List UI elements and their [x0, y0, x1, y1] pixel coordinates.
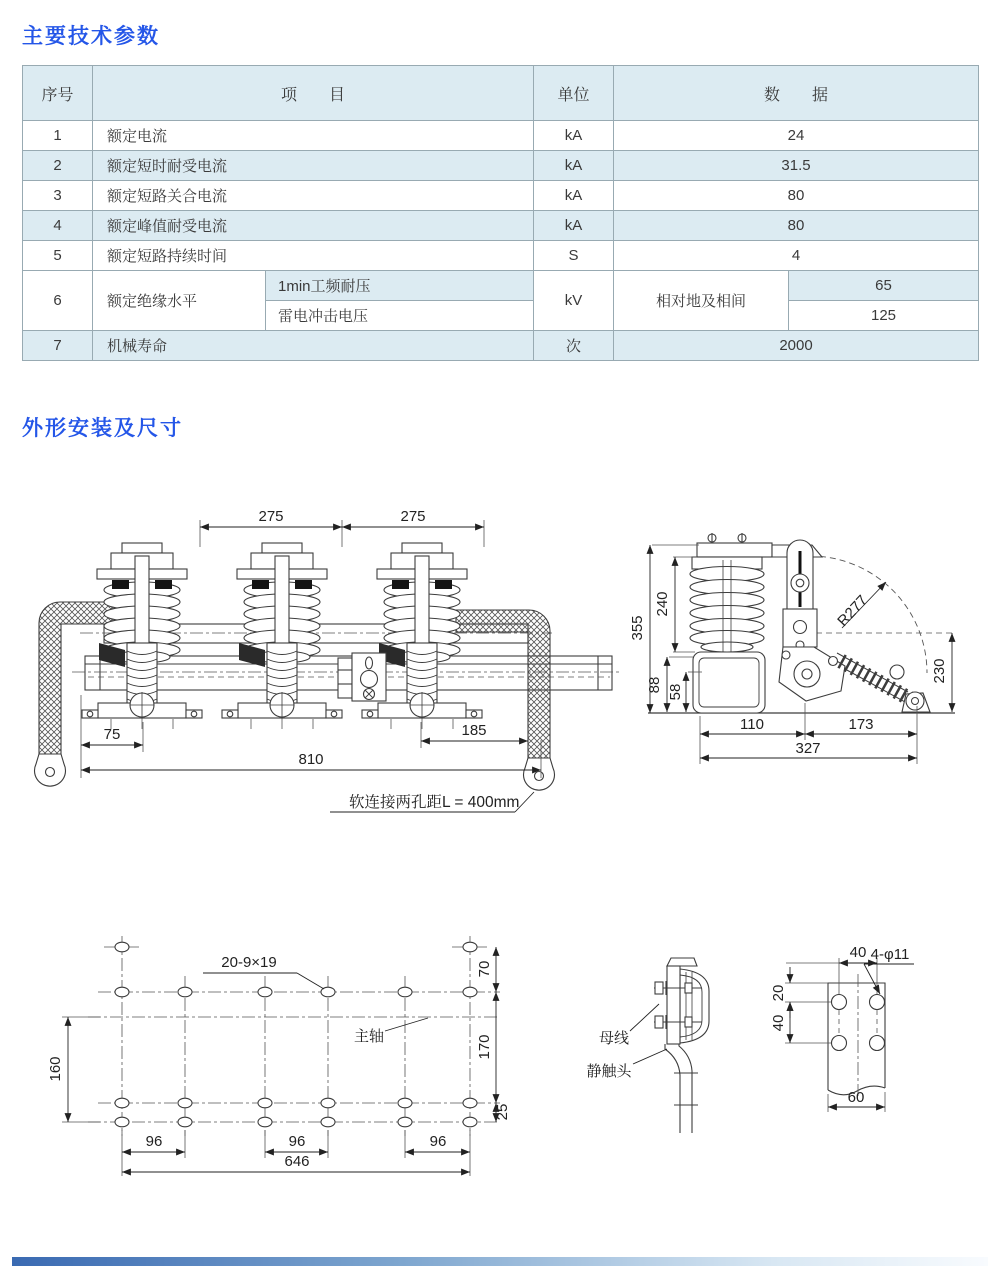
dim-240: 240	[654, 591, 671, 617]
plate-detail-drawing	[770, 944, 914, 1112]
dim-160: 160	[47, 1056, 64, 1082]
front-view-drawing	[35, 508, 623, 812]
cell-unit: kA	[534, 211, 614, 241]
header-unit: 单位	[534, 66, 614, 121]
dim-185: 185	[461, 722, 487, 739]
dim-40-top: 40	[849, 944, 867, 961]
dim-110: 110	[740, 716, 764, 733]
cell-no: 7	[23, 331, 93, 361]
label-four-holes: 4-φ11	[870, 946, 910, 963]
footer-accent-bar	[12, 1257, 988, 1266]
dim-275-left: 275	[258, 508, 284, 525]
dim-25: 25	[494, 1103, 511, 1121]
cell-value-125: 125	[789, 301, 979, 331]
dim-96-2: 96	[288, 1133, 306, 1150]
cell-data: 2000	[614, 331, 979, 361]
cell-unit: 次	[534, 331, 614, 361]
cell-no: 4	[23, 211, 93, 241]
side-view-drawing	[629, 533, 955, 764]
cell-data: 31.5	[614, 151, 979, 181]
cell-item: 额定短时耐受电流	[93, 151, 534, 181]
section-title-dimensions: 外形安装及尺寸	[22, 417, 183, 440]
cell-subitem-lightning: 雷电冲击电压	[266, 301, 534, 331]
header-no: 序号	[23, 66, 93, 121]
cell-value-65: 65	[789, 271, 979, 301]
cell-no: 6	[23, 271, 93, 331]
dim-88: 88	[646, 676, 663, 694]
label-slot-holes: 20-9×19	[221, 954, 277, 971]
dim-173: 173	[848, 716, 874, 733]
cell-unit: kA	[534, 181, 614, 211]
dim-170: 170	[476, 1034, 493, 1060]
dim-58: 58	[667, 683, 684, 701]
cell-unit: S	[534, 241, 614, 271]
dim-96-1: 96	[145, 1133, 163, 1150]
dim-230: 230	[931, 658, 948, 684]
cell-item: 额定峰值耐受电流	[93, 211, 534, 241]
dim-40-left: 40	[770, 1014, 787, 1032]
label-static-contact: 静触头	[586, 1063, 632, 1080]
label-busbar: 母线	[598, 1030, 630, 1047]
cell-item: 额定短路持续时间	[93, 241, 534, 271]
dim-646: 646	[284, 1153, 310, 1170]
cell-data: 4	[614, 241, 979, 271]
cell-subitem-power-freq: 1min工频耐压	[266, 271, 534, 301]
hole-pattern-drawing	[47, 936, 511, 1176]
header-item: 项 目	[93, 66, 534, 121]
dim-70: 70	[476, 960, 493, 978]
dim-327: 327	[795, 740, 821, 757]
cell-item: 机械寿命	[93, 331, 534, 361]
cell-item: 额定电流	[93, 121, 534, 151]
cell-no: 3	[23, 181, 93, 211]
header-data: 数 据	[614, 66, 979, 121]
cell-no: 2	[23, 151, 93, 181]
cell-data: 24	[614, 121, 979, 151]
dim-810: 810	[298, 751, 324, 768]
dim-275-right: 275	[400, 508, 426, 525]
dim-20: 20	[770, 984, 787, 1002]
cell-no: 5	[23, 241, 93, 271]
dim-radius-r277: R277	[834, 592, 872, 630]
contact-detail-drawing	[586, 958, 709, 1133]
cell-no: 1	[23, 121, 93, 151]
cell-unit: kA	[534, 151, 614, 181]
dim-75: 75	[103, 726, 121, 743]
dim-96-3: 96	[429, 1133, 447, 1150]
dim-355: 355	[629, 615, 646, 641]
cell-item: 额定短路关合电流	[93, 181, 534, 211]
cell-item: 额定绝缘水平	[93, 271, 266, 331]
cell-unit: kA	[534, 121, 614, 151]
cell-data: 80	[614, 181, 979, 211]
section-title-parameters: 主要技术参数	[22, 25, 160, 48]
cell-data: 80	[614, 211, 979, 241]
label-main-shaft: 主轴	[353, 1028, 385, 1045]
dim-60: 60	[847, 1089, 865, 1106]
flexible-connection-note: 软连接两孔距L = 400mm	[349, 794, 520, 811]
cell-unit: kV	[534, 271, 614, 331]
cell-scope: 相对地及相间	[614, 271, 789, 331]
